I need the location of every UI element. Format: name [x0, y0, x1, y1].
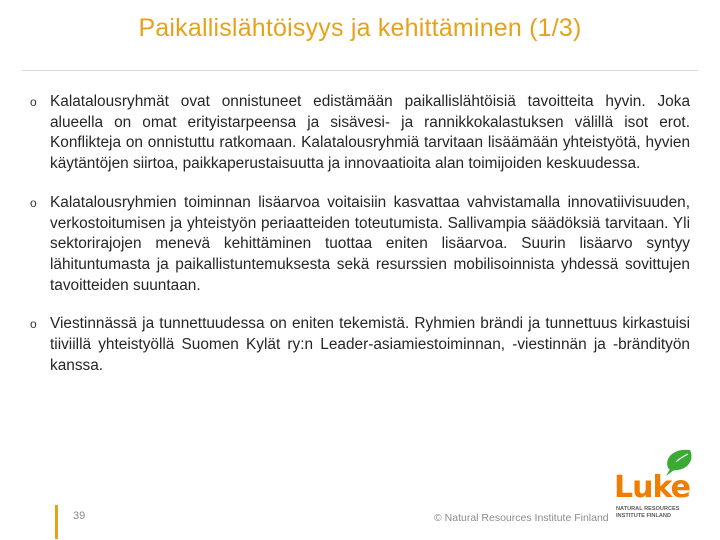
- bullet-item: [30, 314, 690, 376]
- logo-subtitle-line: NATURAL RESOURCES: [616, 506, 680, 512]
- bullet-marker-icon: o: [30, 195, 37, 210]
- slide-title: Paikallislähtöisyys ja kehittäminen (1/3): [138, 14, 582, 42]
- luke-logo: [606, 448, 698, 528]
- bullet-marker-icon: o: [30, 317, 37, 332]
- bullet-item: [30, 92, 690, 175]
- bullet-item: [30, 193, 690, 297]
- bullet-text: Viestinnässä ja tunnettuudessa on eniten tekemistä. Ryhmien brändi ja tunnettuus kirkastuisi tiiviillä yhteistyöllä Suomen Kylät ry:n Leader-asiamiestoiminnan, -viestinnän ja -brändityön kanssa.: [50, 315, 690, 374]
- footer-accent-bar: [55, 505, 58, 539]
- logo-subtitle-line: INSTITUTE FINLAND: [616, 513, 672, 519]
- logo-wordmark: Luke: [614, 470, 690, 505]
- copyright-notice: © Natural Resources Institute Finland: [434, 512, 609, 524]
- bullet-marker-icon: o: [30, 95, 37, 109]
- bullet-list: [30, 92, 690, 394]
- bullet-text: Kalatalousryhmien toiminnan lisäarvoa voitaisiin kasvattaa vahvistamalla innovatiivisuuden, verkostoitumisen ja yhteistyön periaatteiden toteutumista. Sallivampia säädöksiä tarvitaan. Yli sektorirajojen menevä kehittäminen tuottaa eniten lisäarvoa. Suurin lisäarvo syntyy lähituntumasta ja paikallistuntemuksesta sekä resurssien mobilisoinnista yhdessä sovittujen tavoitteiden suuntaan.: [50, 193, 690, 294]
- page-number: 39: [73, 510, 86, 522]
- title-divider: [22, 70, 698, 71]
- logo-subtitle: [616, 506, 696, 520]
- bullet-text: Kalatalousryhmät ovat onnistuneet edistämään paikallislähtöisiä tavoitteita hyvin. Joka alueella on omat erityistarpeensa ja sisävesi- ja rannikkokalastuksen välillä isot erot. Konflikteja on onnistuttu ratkomaan. Kalatalousryhmiä tarvitaan lisäämään yhteistyötä, hyvien käytäntöjen siirtoa, paikkaperustaisuutta ja innovaatioita alan toimijoiden keskuudessa.: [50, 93, 690, 173]
